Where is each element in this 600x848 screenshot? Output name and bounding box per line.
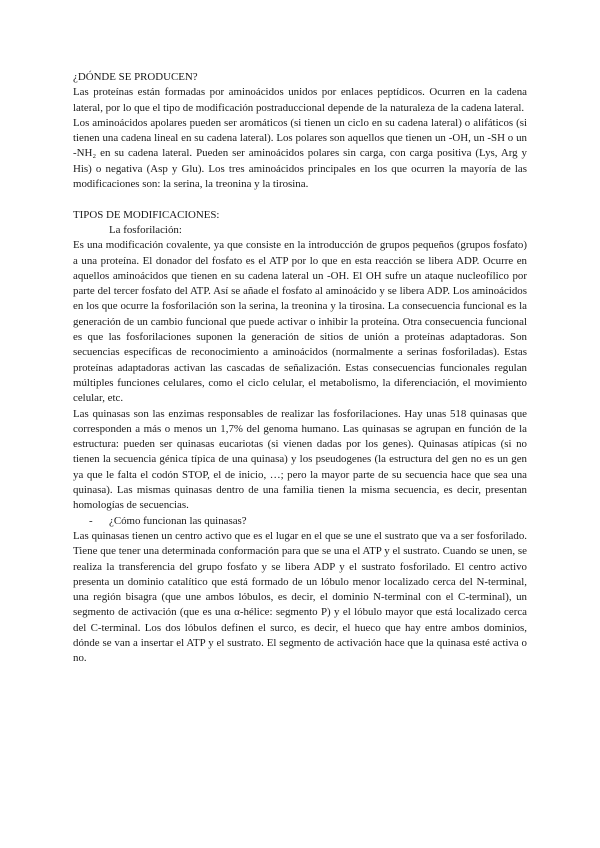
subsection-title-fosforilacion: La fosforilación:	[109, 223, 182, 236]
document-page	[73, 70, 527, 667]
paragraph-funcionamiento: Las quinasas tienen un centro activo que es el lugar en el que se une el sustrato que va a ser fosforilado. Tiene que tener una determinada conformación para que se una el ATP y el sustrato. Cuando se unen, se realiza la transferencia del grupo fosfato y se libera ADP y el sustrato fosforilado. El centro activo presenta un dominio catalítico que está formado de un lóbulo menor localizado cerca del N-terminal, una región bisagra (que une ambos lóbulos, es decir, el dominio N-terminal con el C-terminal), un segmento de activación (que es una α-hélice: segmento P) y el lóbulo mayor que está localizado cerca del C-terminal. Los dos lóbulos definen el surco, es decir, el hueco que hay entre ambos dominios, dónde se van a insertar el ATP y el sustrato. El segmento de activación hace que la quinasa esté activa o no.	[73, 529, 527, 665]
bullet-dash: -	[89, 514, 93, 527]
bullet-item	[89, 514, 527, 529]
section-title-tipos: TIPOS DE MODIFICACIONES:	[73, 208, 220, 221]
section-title-donde: ¿DÓNDE SE PRODUCEN?	[73, 71, 198, 83]
bullet-text: ¿Cómo funcionan las quinasas?	[109, 514, 247, 527]
paragraph-quinasas: Las quinasas son las enzimas responsables de realizar las fosforilaciones. Hay unas 518 quinasas que corresponden a más o menos un 1,7% del genoma humano. Las quinasas se agrupan en función de la estructura: pueden ser quinasas eucariotas (si vienen dadas por los genes). Quinasas atípicas (si no tienen la secuencia génica típica de una quinasa) y los pseudogenes (la estructura del gen no es un gen ya que le falta el codón STOP, el de inicio, …; pero la mayor parte de su secuencia hace que sea una quinasa). Las mismas quinasas dentro de una familia tienen la misma secuencia, es decir, presentan homologías de secuencias.	[73, 407, 527, 512]
paragraph-fosforilacion: Es una modificación covalente, ya que consiste en la introducción de grupos pequeños (grupos fosfato) a una proteína. El donador del fosfato es el ATP por lo que en esta reacción se libera ADP. Ocurre en aquellos aminoácidos que tienen en su cadena lateral un -OH. El OH sufre un ataque nucleofílico por parte del tercer fosfato del ATP. Así se añade el fosfato al aminoácido y se libera ADP. Los aminoácidos en los que ocurre la fosforilación son la serina, la treonina y la tirosina. La consecuencia funcional es la generación de un cambio funcional que puede activar o inhibir la proteína. Otra consecuencia funcional es que las fosforilaciones suponen la generación de sitios de unión a proteínas adaptadoras. Son secuencias específicas de reconocimiento a aminoácidos (normalmente a serinas fosforiladas). Estas proteínas adaptadoras activan las cascadas de señalización. Estas consecuencias funcionales regulan múltiples funciones celulares, como el ciclo celular, el metabolismo, la diferenciación, el movimiento celular, etc.	[73, 239, 527, 405]
paragraph-proteinas: Las proteínas están formadas por aminoácidos unidos por enlaces peptídicos. Ocurren en la cadena lateral, por lo que el tipo de modificación postraduccional depende de la naturaleza de la cadena lateral.	[73, 86, 527, 114]
spacer	[73, 192, 527, 207]
paragraph-aminoacidos: Los aminoácidos apolares pueden ser aromáticos (si tienen un ciclo en su cadena lateral) o alifáticos (si tienen una cadena lineal en su cadena lateral). Los polares son aquellos que tienen un -OH, un -SH o un -NH₂ en su cadena lateral. Pueden ser aminoácidos polares sin carga, con carga positiva (Lys, Arg y His) o negativa (Asp y Glu). Los tres aminoácidos principales en los que ocurren la mayoría de las modificaciones son: la serina, la treonina y la tirosina.	[73, 116, 527, 191]
